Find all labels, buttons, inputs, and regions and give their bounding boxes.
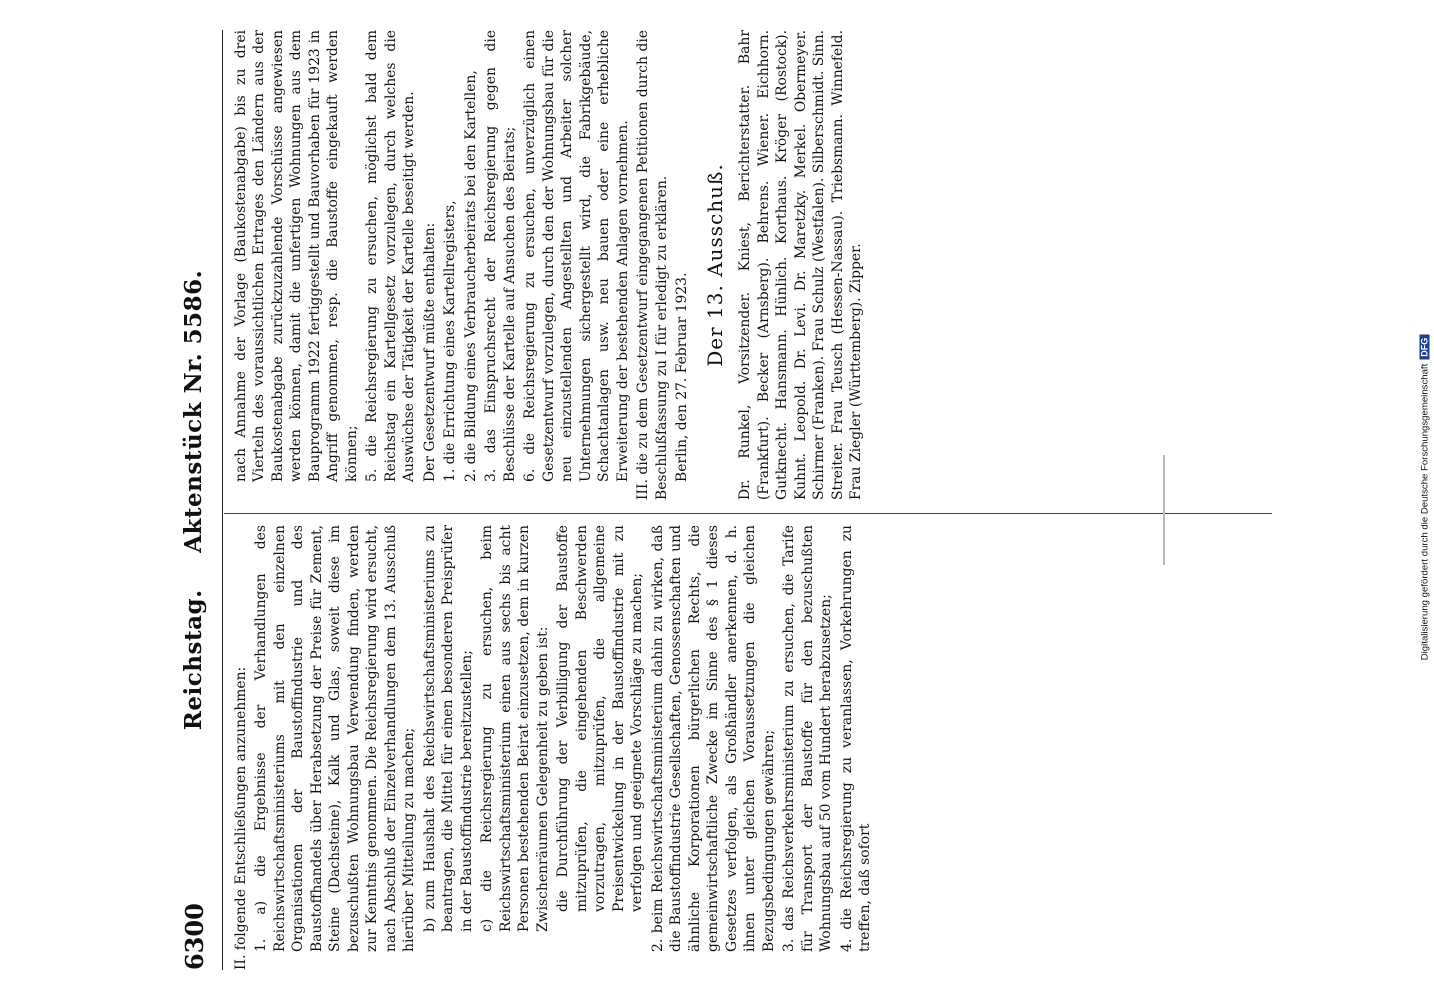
paragraph: 2. die Bildung eines Verbraucherbeirats bei den Kartellen, xyxy=(462,70,479,482)
paragraph: die Durchführung der Verbilligung der Baustoffe mitzuprüfen, die eingehenden Beschwerden vorzutragen, mitzuprüfen, die allgemeine Preisentwickelung in der Baustoffindustrie mit zu verfolgen und geeignete Vorschläge zu machen; xyxy=(555,525,646,912)
paragraph: c) die Reichsregierung zu ersuchen, beim Reichswirtschaftsministerium einen aus sechs bis acht Personen bestehenden Beirat einzusetzen, dem in kurzen Zwischenräumen Gelegenheit zu geben ist: xyxy=(479,525,551,932)
chamber-title: Reichstag. xyxy=(180,589,207,731)
paragraph: Der Gesetzentwurf müßte enthalten: xyxy=(421,222,438,482)
committee-title: Der 13. Ausschuß. xyxy=(702,163,727,367)
digitization-sidebar xyxy=(1408,70,1434,930)
paragraph: II. folgende Entschließungen anzunehmen: xyxy=(233,666,249,970)
paragraph: 3. das Einspruchsrecht der Reichsregierung gegen die Beschlüsse der Kartelle auf Ansuchen des Beirats; xyxy=(483,30,518,482)
paragraph: 3. das Reichsverkehrsministerium zu ersuchen, die Tarife für Transport der Baustoffe für den bezuschußten Wohnungsbau auf 50 vom Hundert herabzusetzen; xyxy=(781,525,835,952)
left-column xyxy=(232,525,876,970)
column-divider xyxy=(224,513,1272,514)
paragraph: 4. die Reichsregierung zu veranlassen, Vorkehrungen zu treffen, daß sofort xyxy=(838,525,873,952)
right-column xyxy=(232,30,868,500)
funding-note xyxy=(1420,68,1431,928)
dfg-logo: DFG xyxy=(1420,335,1430,360)
page-header xyxy=(162,30,224,970)
header-rule xyxy=(222,30,223,970)
document-title: Aktenstück Nr. 5586. xyxy=(180,269,207,553)
funding-text: Digitalisierung gefördert durch die Deutsche Forschungsgemeinschaft xyxy=(1419,363,1431,661)
page-number: 6300 xyxy=(180,903,209,970)
paragraph: 5. die Reichsregierung zu ersuchen, möglichst bald dem Reichstag ein Kartellgesetz vorzulegen, durch welches die Auswüchse der Tätigkeit der Kartelle beseitigt werden. xyxy=(364,30,418,482)
paragraph: nach Annahme der Vorlage (Baukostenabgabe) bis zu drei Vierteln des voraussichtlichen Ertrages den Ländern aus der Baukostenabgabe zurückzuzahlende Vorschüsse angewiesen werden können, damit die unfertigen Wohnungen aus dem Bauprogramm 1922 fertiggestellt und Bauvorhaben für 1923 in Angriff genommen, resp. die Baustoffe eingekauft werden können; xyxy=(233,30,360,482)
scan-artifact xyxy=(1163,455,1165,565)
paragraph: b) zum Haushalt des Reichswirtschaftsministeriums zu beantragen, die Mittel für einen besonderen Preisprüfer in der Baustoffindustrie bereitzustellen; xyxy=(421,525,475,932)
paragraph: 2. beim Reichswirtschaftsministerium dahin zu wirken, daß die Baustoffindustrie Gesellschaften, Genossenschaften und ähnliche Korporationen bürgerlichen Rechts, die gemeinwirtschaftliche Zwecke im Sinne des § 1 dieses Gesetzes verfolgen, als Großhändler anerkennen, d. h. ihnen unter gleichen Voraussetzungen die gleichen Bezugsbedingungen gewähren; xyxy=(649,525,777,952)
paragraph: III. die zu dem Gesetzentwurf eingegangenen Petitionen durch die Beschlußfassung zu I für erledigt zu erklären. xyxy=(635,30,670,500)
right-paragraphs xyxy=(232,30,692,500)
running-title xyxy=(180,30,207,970)
paragraph: 1. a) die Ergebnisse der Verhandlungen des Reichswirtschaftsministeriums mit den einzelnen Organisationen der Baustoffindustrie und des Baustoffhandels über Herabsetzung der Preise für Zement, Steine (Dachsteine), Kalk und Glas, soweit diese im bezuschußten Wohnungsbau Verwendung finden, werden zur Kenntnis genommen. Die Reichsregierung wird ersucht, nach Abschluß der Einzelverhandlungen dem 13. Ausschuß hierüber Mitteilung zu machen; xyxy=(253,525,418,952)
paragraph: 6. die Reichsregierung zu ersuchen, unverzüglich einen Gesetzentwurf vorzulegen, durch den der Wohnungsbau für die neu einzustellenden Angestellten und Arbeiter solcher Unternehmungen sichergestellt wird, die Fabrikgebäude, Schachtanlagen usw. neu bauen oder eine erhebliche Erweiterung der bestehenden Anlagen vornehmen. xyxy=(522,30,631,482)
rotated-page xyxy=(162,30,1272,970)
committee-members: Dr. Runkel, Vorsitzender. Kniest, Berichterstatter. Bahr (Frankfurt). Becker (Arnsberg). Behrens. Wiener. Eichhorn. Gutknecht. Hansmann. Hünlich. Korthaus. Kröger (Rostock). Kuhnt. Leopold. Dr. Levi. Dr. Maretzky. Merkel. Obermeyer. Schirmer (Franken). Frau Schulz (Westfalen). Silberschmidt. Sinn. Streiter. Frau Teusch (Hessen-Nassau). Triebsmann. Winnefeld. Frau Ziegler (Württemberg). Zipper. xyxy=(737,30,865,500)
paragraph: 1. die Errichtung eines Kartellregisters, xyxy=(442,200,459,482)
paragraph: Berlin, den 27. Februar 1923. xyxy=(674,272,691,482)
